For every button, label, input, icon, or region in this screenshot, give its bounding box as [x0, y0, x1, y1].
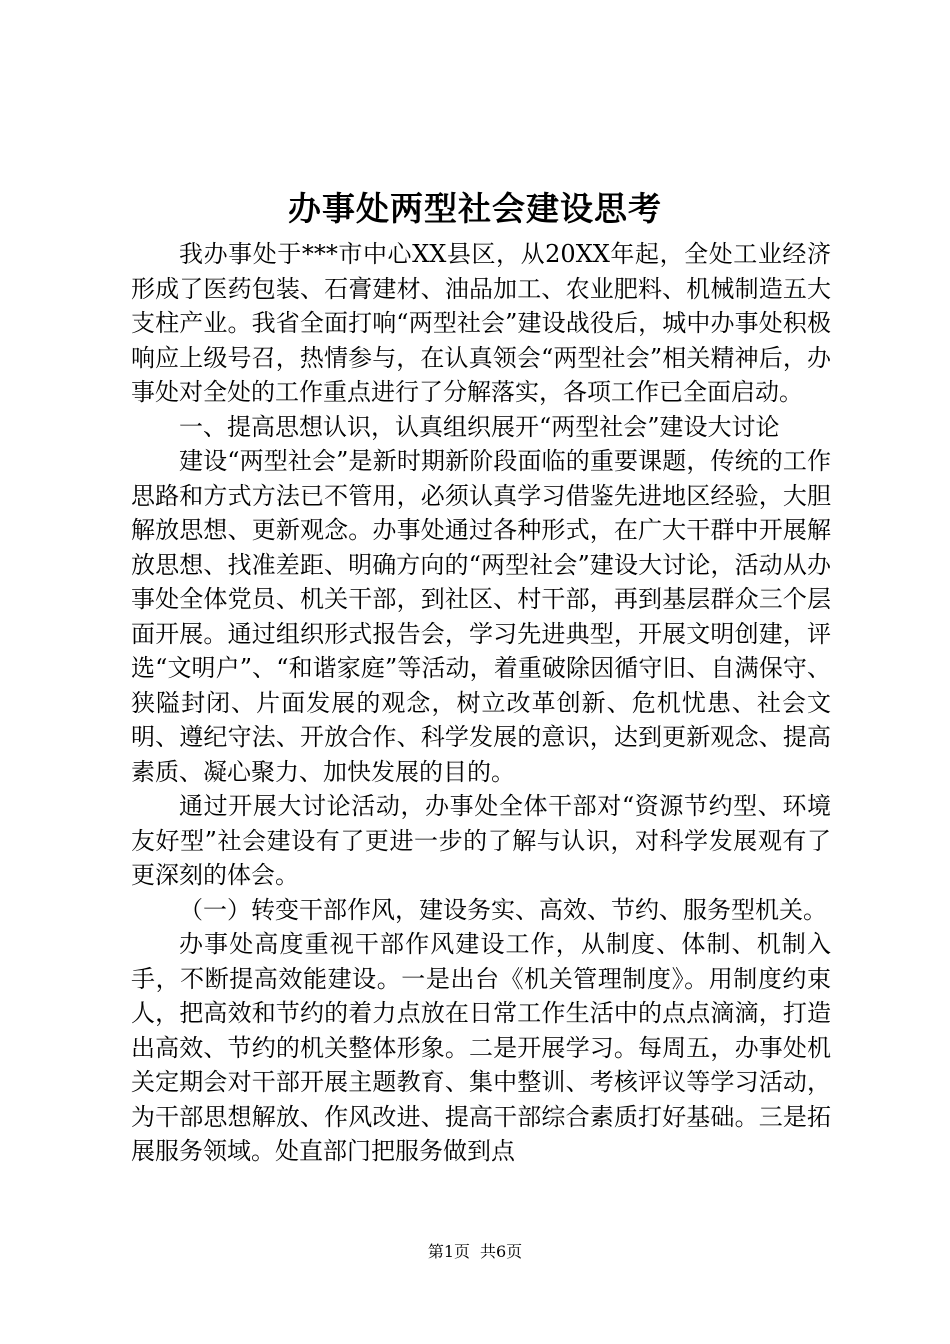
paragraph-discussion: 建设“两型社会”是新时期新阶段面临的重要课题，传统的工作思路和方式方法已不管用，必须认真学习借鉴先进地区经验，大胆解放思想、更新观念。办事处通过各种形式，在广大干群中开展解放思想、找准差距、明确方向的“两型社会”建设大讨论，活动从办事处全体党员、机关干部，到社区、村干部，再到基层群众三个层面开展。通过组织形式报告会，学习先进典型，开展文明创建，评选“文明户”、“和谐家庭”等活动，着重破除因循守旧、自满保守、狭隘封闭、片面发展的观念，树立改革创新、危机忧患、社会文明、遵纪守法、开放合作、科学发展的意识，达到更新观念、提高素质、凝心聚力、加快发展的目的。 [131, 447, 831, 786]
page-footer [0, 1240, 950, 1264]
document-body [131, 237, 831, 1169]
document-title: 办事处两型社会建设思考 [288, 189, 662, 228]
page-number: 第1页 [427, 1242, 470, 1261]
paragraph-work-style: 办事处高度重视干部作风建设工作，从制度、体制、机制入手，不断提高效能建设。一是出台《机关管理制度》。用制度约束人，把高效和节约的着力点放在日常工作生活中的点点滴滴，打造出高效、节约的机关整体形象。二是开展学习。每周五，办事处机关定期会对干部开展主题教育、集中整训、考核评议等学习活动，为干部思想解放、作风改进、提高干部综合素质打好基础。三是拓展服务领域。处直部门把服务做到点 [131, 930, 831, 1165]
paragraph-intro: 我办事处于***市中心XX县区，从20XX年起，全处工业经济形成了医药包装、石膏建材、油品加工、农业肥料、机械制造五大支柱产业。我省全面打响“两型社会”建设战役后，城中办事处积极响应上级号召，热情参与，在认真领会“两型社会”相关精神后，办事处对全处的工作重点进行了分解落实，各项工作已全面启动。 [131, 240, 831, 406]
section-heading-1: 一、提高思想认识，认真组织展开“两型社会”建设大讨论 [179, 412, 780, 441]
page-total: 共6页 [480, 1242, 523, 1261]
subsection-heading-1: （一）转变干部作风，建设务实、高效、节约、服务型机关。 [179, 895, 827, 924]
paragraph-result: 通过开展大讨论活动，办事处全体干部对“资源节约型、环境友好型”社会建设有了更进一步的了解与认识，对科学发展观有了更深刻的体会。 [131, 792, 831, 889]
